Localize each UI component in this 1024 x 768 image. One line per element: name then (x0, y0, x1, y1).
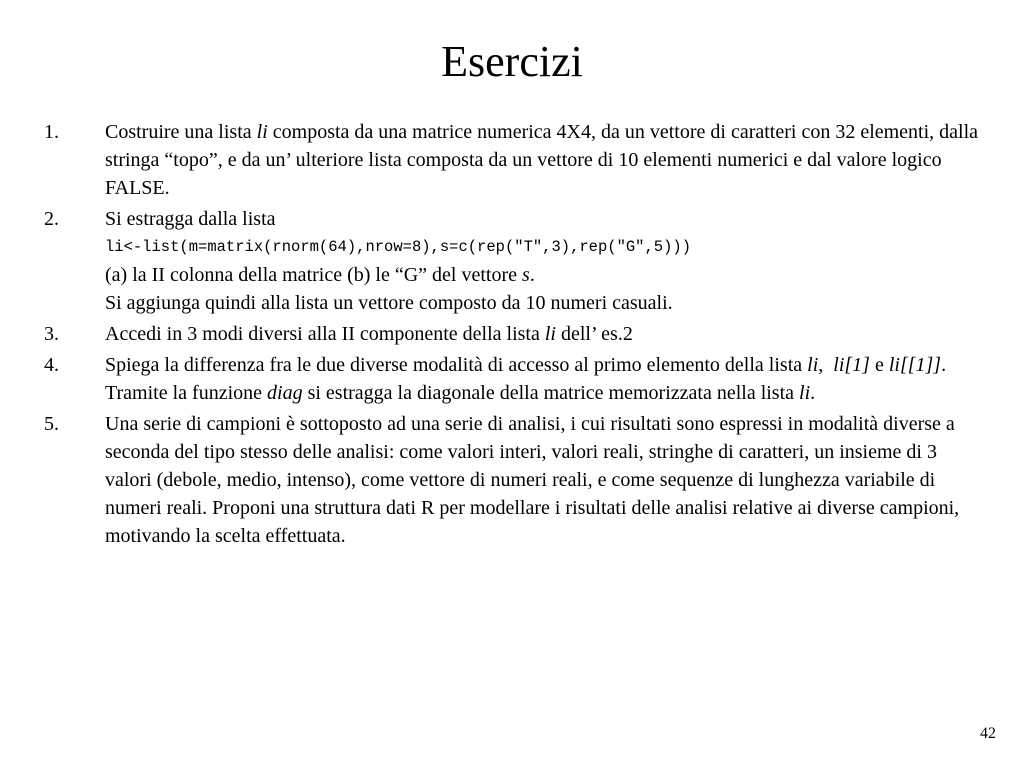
code-snippet: li<-list(m=matrix(rnorm(64),nrow=8),s=c(rep("T",3),rep("G",5))) (105, 238, 691, 256)
item-text: . (810, 382, 816, 404)
exercise-item-4 (44, 351, 984, 407)
item-text: dell’ es.2 (556, 323, 633, 345)
item-text: (a) la II colonna della matrice (b) le “G” del vettore (105, 264, 523, 286)
slide-title: Esercizi (441, 37, 583, 86)
exercise-item-3 (44, 320, 984, 348)
exercise-list (44, 118, 984, 553)
item-emphasis: li[1] (833, 354, 870, 376)
exercise-item-1 (44, 118, 984, 202)
item-emphasis: li (544, 323, 556, 345)
item-text: Costruire una lista (105, 121, 257, 143)
item-emphasis: li[[1]] (888, 354, 942, 376)
item-text: Una serie di campioni è sottoposto ad una serie di analisi, i cui risultati sono espressi in modalità diverse a seconda del tipo stesso delle analisi: come valori interi, valori reali, stringhe di caratteri, un insieme di 3 valori (debole, medio, intenso), come vettore di numeri reali, e come sequenze di lunghezza variabile di numeri reali. Proponi una struttura dati R per modellare i risultati delle analisi relative ai diverse campioni, motivando la scelta effettuata. (105, 413, 960, 547)
item-number: 2. (44, 208, 59, 230)
item-line (105, 261, 984, 289)
item-text: si estragga la diagonale della matrice memorizzata nella lista (302, 382, 800, 404)
item-line: Si estragga dalla lista (105, 208, 276, 230)
item-line: Si aggiunga quindi alla lista un vettore composto da 10 numeri casuali. (105, 292, 673, 314)
item-emphasis: diag (267, 382, 303, 404)
item-text: composta da una matrice numerica 4X4, da un vettore di caratteri con 32 elementi, dalla stringa “topo”, e da un’ ulteriore lista composta da un vettore di 10 elementi numerici e dal valore logico FALSE. (105, 121, 979, 199)
item-text: . Tramite la funzione (105, 354, 947, 404)
item-text: Spiega la differenza fra le due diverse modalità di accesso al primo elemento della lista (105, 354, 808, 376)
item-number: 3. (44, 323, 59, 345)
page-number: 42 (980, 725, 996, 742)
exercise-item-5 (44, 410, 984, 550)
item-emphasis: s (522, 264, 530, 286)
item-text: Accedi in 3 modi diversi alla II componente della lista (105, 323, 545, 345)
item-text: , (818, 354, 834, 376)
item-text: e (869, 354, 889, 376)
item-emphasis: li (256, 121, 268, 143)
item-number: 1. (44, 121, 59, 143)
item-emphasis: li (807, 354, 819, 376)
item-number: 5. (44, 413, 59, 435)
exercise-item-2 (44, 205, 984, 317)
item-number: 4. (44, 354, 59, 376)
item-text: . (529, 264, 535, 286)
item-emphasis: li (799, 382, 811, 404)
